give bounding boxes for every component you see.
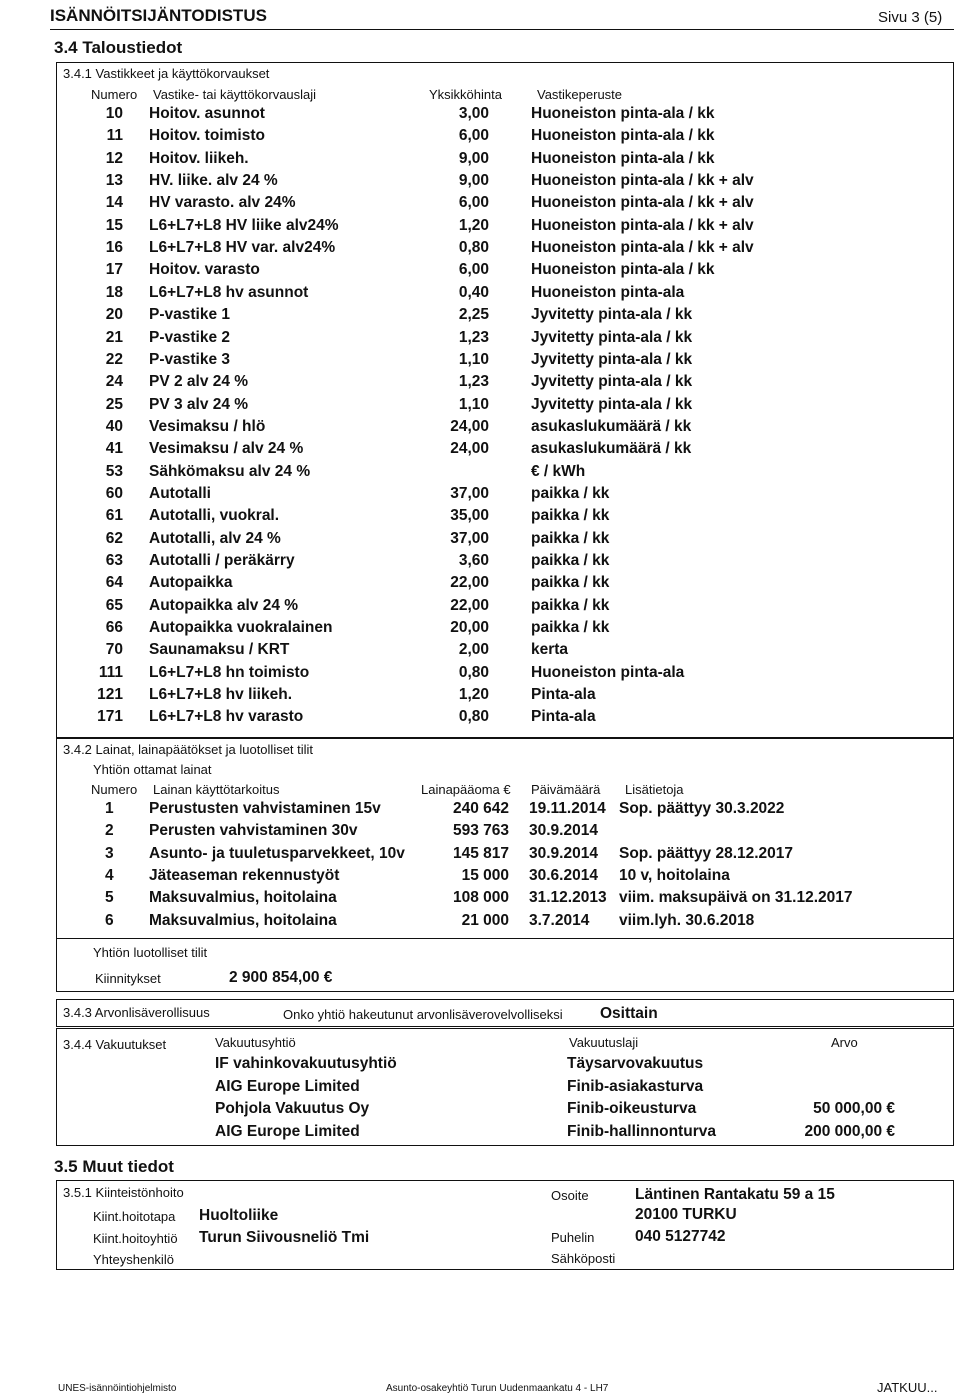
vastikkeet-title: 3.4.1 Vastikkeet ja käyttökorvaukset [63,66,270,81]
vastike-numero: 65 [105,596,123,614]
vastike-laji: L6+L7+L8 hv asunnot [149,283,309,301]
vastike-peruste: Jyvitetty pinta-ala / kk [531,395,693,413]
luotolliset-title: Yhtiön luotolliset tilit [93,945,208,960]
document-title: ISÄNNÖITSIJÄNTODISTUS [50,6,267,25]
vastike-hinta: 20,00 [450,619,489,637]
laina-row [57,800,953,822]
vakuutukset-title: 3.4.4 Vakuutukset [63,1037,167,1052]
vakuutus-laji: Täysarvovakuutus [567,1055,704,1072]
vastike-laji: Hoitov. asunnot [149,105,265,122]
vastike-row [57,194,953,216]
vastike-hinta: 6,00 [458,127,489,145]
vastike-row [57,306,953,328]
lainat-title: 3.4.2 Lainat, lainapäätökset ja luotolliset tilit [63,742,314,757]
puhelin-label: Puhelin [551,1230,595,1245]
vastike-numero: 17 [105,261,123,279]
vastike-hinta: 37,00 [450,529,489,547]
laina-lisatieto: Sop. päättyy 30.3.2022 [619,800,785,817]
vastike-numero: 121 [97,686,123,704]
vastike-hinta: 3,60 [458,552,489,569]
vastike-laji: Vesimaksu / hlö [149,417,266,435]
laina-row [57,889,953,911]
laina-kaytto: Jäteaseman rekennustyöt [149,866,340,884]
vastike-row [57,641,953,663]
vastike-hinta: 1,10 [458,350,489,368]
vastike-laji: Hoitov. varasto [149,261,260,279]
laina-numero: 6 [105,911,114,929]
vastike-numero: 66 [105,619,123,637]
vastike-peruste: Pinta-ala [531,686,596,704]
hoitotapa-value: Huoltoliike [199,1207,279,1224]
vastike-row [57,619,953,641]
hoitoyhtio-label: Kiint.hoitoyhtiö [93,1231,178,1246]
vastike-hinta: 9,00 [458,149,489,167]
vakuutukset-header-laji: Vakuutuslaji [569,1035,639,1050]
vastike-row [57,396,953,418]
vakuutus-laji: Finib-hallinnonturva [567,1122,716,1140]
vastike-peruste: Huoneiston pinta-ala / kk [531,127,715,145]
vastike-row [57,574,953,596]
laina-pvm: 30.9.2014 [529,822,598,840]
vastike-numero: 63 [105,552,123,569]
vastike-row [57,552,953,574]
osoite-line1: Läntinen Rantakatu 59 a 15 [635,1186,835,1203]
kiinnitykset-label: Kiinnitykset [95,971,161,986]
section-title-taloustiedot: 3.4 Taloustiedot [54,38,183,57]
vastike-row [57,261,953,283]
vastike-peruste: € / kWh [531,462,586,480]
vastike-hinta: 22,00 [450,574,489,592]
vastike-row [57,708,953,730]
vastike-peruste: paikka / kk [531,574,610,592]
vastike-numero: 14 [105,194,123,212]
osoite-label: Osoite [551,1188,589,1203]
vastike-peruste: asukaslukumäärä / kk [531,440,692,458]
kiinnitykset-value: 2 900 854,00 € [229,969,333,986]
arvonlisavero-question: Onko yhtiö hakeutunut arvonlisäverovelvolliseksi [283,1007,563,1022]
vastike-laji: Vesimaksu / alv 24 % [149,440,304,458]
vastike-laji: Autotalli / peräkärry [149,552,295,569]
vastike-hinta: 2,00 [458,641,489,659]
vastike-hinta: 22,00 [450,596,489,614]
vastike-laji: HV. liike. alv 24 % [149,172,278,190]
lainat-header-kaytto: Lainan käyttötarkoitus [153,782,280,797]
laina-maara: 15 000 [461,866,509,884]
vastike-peruste: paikka / kk [531,619,610,637]
laina-maara: 240 642 [452,800,509,817]
vastike-hinta: 1,10 [458,395,489,413]
vastike-peruste: paikka / kk [531,552,610,569]
vakuutus-laji: Finib-asiakasturva [567,1077,704,1095]
vastike-peruste: Jyvitetty pinta-ala / kk [531,373,693,391]
laina-lisatieto: viim.lyh. 30.6.2018 [619,911,755,929]
vastike-numero: 60 [105,484,123,502]
vastike-numero: 13 [105,172,123,190]
vastike-numero: 70 [105,641,123,659]
laina-pvm: 30.9.2014 [529,844,598,862]
vastike-hinta: 1,23 [458,328,489,346]
vakuutukset-header-yhtio: Vakuutusyhtiö [215,1035,296,1050]
vastike-laji: Autopaikka alv 24 % [149,596,299,614]
vastike-numero: 62 [105,529,123,547]
vastike-peruste: paikka / kk [531,484,610,502]
vastike-numero: 40 [105,417,123,435]
laina-numero: 4 [105,866,114,884]
vastike-peruste: Huoneiston pinta-ala / kk + alv [531,172,754,190]
lainat-header-pvm: Päivämäärä [531,782,601,797]
vastike-numero: 24 [105,373,123,391]
vastike-numero: 15 [105,216,123,234]
vastike-laji: HV varasto. alv 24% [149,194,296,212]
laina-row [57,867,953,889]
vastike-peruste: Huoneiston pinta-ala [531,663,685,681]
lainat-header-maara: Lainapääoma € [421,782,511,797]
luotolliset-divider [57,938,953,939]
vastike-peruste: Huoneiston pinta-ala / kk [531,105,715,122]
laina-pvm: 30.6.2014 [529,866,598,884]
arvonlisavero-answer: Osittain [600,1005,658,1022]
vastike-hinta: 35,00 [450,507,489,525]
kiinteistonhoito-box [56,1180,954,1270]
vastike-numero: 11 [106,127,123,145]
vastike-row [57,150,953,172]
vakuutus-laji: Finib-oikeusturva [567,1100,697,1117]
puhelin-value: 040 5127742 [635,1228,726,1245]
vastike-peruste: Huoneiston pinta-ala / kk [531,261,715,279]
vastike-row [57,597,953,619]
vastike-hinta: 3,00 [458,105,489,122]
vastike-hinta: 9,00 [458,172,489,190]
vastike-laji: L6+L7+L8 hv liikeh. [149,686,293,704]
vastike-row [57,373,953,395]
vastike-laji: Hoitov. liikeh. [149,149,249,167]
vastike-row [57,329,953,351]
vastike-laji: P-vastike 1 [149,306,230,324]
laina-pvm: 3.7.2014 [529,911,590,929]
vastike-numero: 41 [105,440,123,458]
laina-kaytto: Perustusten vahvistaminen 15v [149,800,381,817]
vastike-hinta: 0,80 [458,663,489,681]
vastike-peruste: kerta [531,641,569,659]
vastike-peruste: paikka / kk [531,507,610,525]
vastike-numero: 12 [105,149,123,167]
vastike-peruste: Huoneiston pinta-ala / kk [531,149,715,167]
vakuutus-yhtio: AIG Europe Limited [215,1122,360,1140]
vastike-numero: 25 [105,395,123,413]
vastike-hinta: 0,80 [458,708,489,726]
vastike-hinta: 37,00 [450,484,489,502]
vastike-peruste: Huoneiston pinta-ala [531,283,685,301]
laina-kaytto: Perusten vahvistaminen 30v [149,822,358,840]
vastike-row [57,507,953,529]
vakuutus-arvo: 200 000,00 € [804,1122,895,1140]
vastike-hinta: 1,20 [458,216,489,234]
section-title-muut-tiedot: 3.5 Muut tiedot [54,1157,174,1176]
laina-lisatieto: viim. maksupäivä on 31.12.2017 [619,889,853,907]
vastike-numero: 53 [105,462,123,480]
laina-maara: 593 763 [452,822,509,840]
laina-numero: 3 [105,844,114,862]
laina-lisatieto: Sop. päättyy 28.12.2017 [619,844,794,862]
laina-maara: 108 000 [452,889,509,907]
laina-row [57,912,953,934]
col-header-hinta: Yksikköhinta [429,87,502,102]
vastike-peruste: Jyvitetty pinta-ala / kk [531,328,693,346]
page-number: Sivu 3 (5) [878,9,943,26]
vastike-row [57,351,953,373]
laina-maara: 145 817 [452,844,509,862]
vastike-numero: 64 [105,574,123,592]
vastike-numero: 20 [105,306,123,324]
col-header-peruste: Vastikeperuste [537,87,623,102]
vastike-laji: PV 3 alv 24 % [149,395,249,413]
vastike-numero: 18 [105,283,123,301]
vastike-hinta: 0,80 [458,239,489,257]
vakuutus-yhtio: AIG Europe Limited [215,1077,360,1095]
laina-pvm: 31.12.2013 [529,889,607,907]
vastike-row [57,440,953,462]
hoitotapa-label: Kiint.hoitotapa [93,1209,176,1224]
yhteyshenkilo-label: Yhteyshenkilö [93,1252,174,1267]
laina-pvm: 19.11.2014 [529,800,606,817]
arvonlisavero-box [56,999,954,1027]
vastike-laji: Autotalli [149,484,211,502]
vastike-laji: Autotalli, alv 24 % [149,529,281,547]
vastike-row [57,239,953,261]
vastike-numero: 111 [98,663,123,681]
vastike-hinta: 1,20 [458,686,489,704]
vastike-row [57,284,953,306]
vastike-numero: 22 [105,350,123,368]
hoitoyhtio-value: Turun Siivousneliö Tmi [199,1229,370,1246]
vastike-hinta: 6,00 [458,261,489,279]
lainat-subtitle: Yhtiön ottamat lainat [93,762,212,777]
vastike-row [57,485,953,507]
vakuutus-row [57,1055,953,1077]
vastike-row [57,664,953,686]
footer-company: Asunto-osakeyhtiö Turun Uudenmaankatu 4 - LH7 [386,1383,609,1394]
arvonlisavero-title: 3.4.3 Arvonlisäverollisuus [63,1005,210,1020]
col-header-numero: Numero [91,87,138,102]
vastike-peruste: Huoneiston pinta-ala / kk + alv [531,194,754,212]
vastike-row [57,463,953,485]
vastike-laji: L6+L7+L8 HV liike alv24% [149,216,339,234]
footer-software: UNES-isännöintiohjelmisto [58,1383,177,1394]
vastike-laji: Autotalli, vuokral. [149,507,280,525]
vastike-row [57,418,953,440]
laina-maara: 21 000 [461,911,509,929]
laina-kaytto: Maksuvalmius, hoitolaina [149,911,337,929]
lainat-header-lisa: Lisätietoja [625,782,684,797]
kiinteistonhoito-title: 3.5.1 Kiinteistönhoito [63,1185,184,1200]
vastike-laji: Saunamaksu / KRT [149,641,290,659]
vastike-laji: L6+L7+L8 hn toimisto [149,663,310,681]
vastike-numero: 171 [97,708,123,726]
vastike-peruste: paikka / kk [531,596,610,614]
laina-kaytto: Maksuvalmius, hoitolaina [149,889,337,907]
vakuutus-yhtio: Pohjola Vakuutus Oy [215,1100,370,1117]
vastike-numero: 16 [105,239,123,257]
laina-numero: 5 [105,889,114,907]
vastike-row [57,217,953,239]
vastike-peruste: asukaslukumäärä / kk [531,417,692,435]
vastike-numero: 21 [105,328,123,346]
vastike-peruste: Huoneiston pinta-ala / kk + alv [531,239,754,257]
vastike-laji: P-vastike 3 [149,350,230,368]
header-divider [50,29,954,30]
vastike-row [57,172,953,194]
laina-numero: 1 [105,800,114,817]
vastike-hinta: 6,00 [458,194,489,212]
vastike-laji: Autopaikka [149,574,233,592]
vastike-laji: PV 2 alv 24 % [149,373,249,391]
vastike-laji: Autopaikka vuokralainen [149,619,333,637]
col-header-laji: Vastike- tai käyttökorvauslaji [153,87,317,102]
vastike-hinta: 2,25 [458,306,489,324]
sahkoposti-label: Sähköposti [551,1251,616,1266]
laina-row [57,845,953,867]
vastike-row [57,127,953,149]
laina-lisatieto: 10 v, hoitolaina [619,866,730,884]
laina-kaytto: Asunto- ja tuuletusparvekkeet, 10v [149,844,405,862]
footer-continues: JATKUU... [877,1380,938,1395]
vastike-laji: Sähkömaksu alv 24 % [149,462,311,480]
vastike-laji: L6+L7+L8 HV var. alv24% [149,239,336,257]
vastike-hinta: 24,00 [450,417,489,435]
vastike-row [57,686,953,708]
vastike-row [57,530,953,552]
vastike-hinta: 1,23 [458,373,489,391]
vastike-numero: 61 [105,507,123,525]
laina-row [57,822,953,844]
vastike-peruste: Huoneiston pinta-ala / kk + alv [531,216,754,234]
vastike-peruste: paikka / kk [531,529,610,547]
vakuutus-row [57,1123,953,1145]
vakuutus-row [57,1100,953,1122]
vastike-hinta: 24,00 [450,440,489,458]
vastike-numero: 10 [105,105,123,122]
vakuutus-row [57,1078,953,1100]
laina-numero: 2 [105,822,114,840]
vakuutus-arvo: 50 000,00 € [813,1100,895,1117]
vastike-peruste: Jyvitetty pinta-ala / kk [531,306,693,324]
osoite-line2: 20100 TURKU [635,1206,737,1223]
lainat-header-numero: Numero [91,782,138,797]
vakuutukset-header-arvo: Arvo [831,1035,858,1050]
vastike-hinta: 0,40 [458,283,489,301]
vastike-laji: L6+L7+L8 hv varasto [149,708,304,726]
vastikkeet-box [56,62,954,738]
lainat-box [56,738,954,992]
vakuutus-yhtio: IF vahinkovakuutusyhtiö [215,1055,397,1072]
vastike-laji: P-vastike 2 [149,328,230,346]
vakuutukset-box [56,1028,954,1146]
vastike-peruste: Pinta-ala [531,708,596,726]
vastike-peruste: Jyvitetty pinta-ala / kk [531,350,693,368]
vastike-row [57,105,953,127]
vastike-laji: Hoitov. toimisto [149,127,265,145]
